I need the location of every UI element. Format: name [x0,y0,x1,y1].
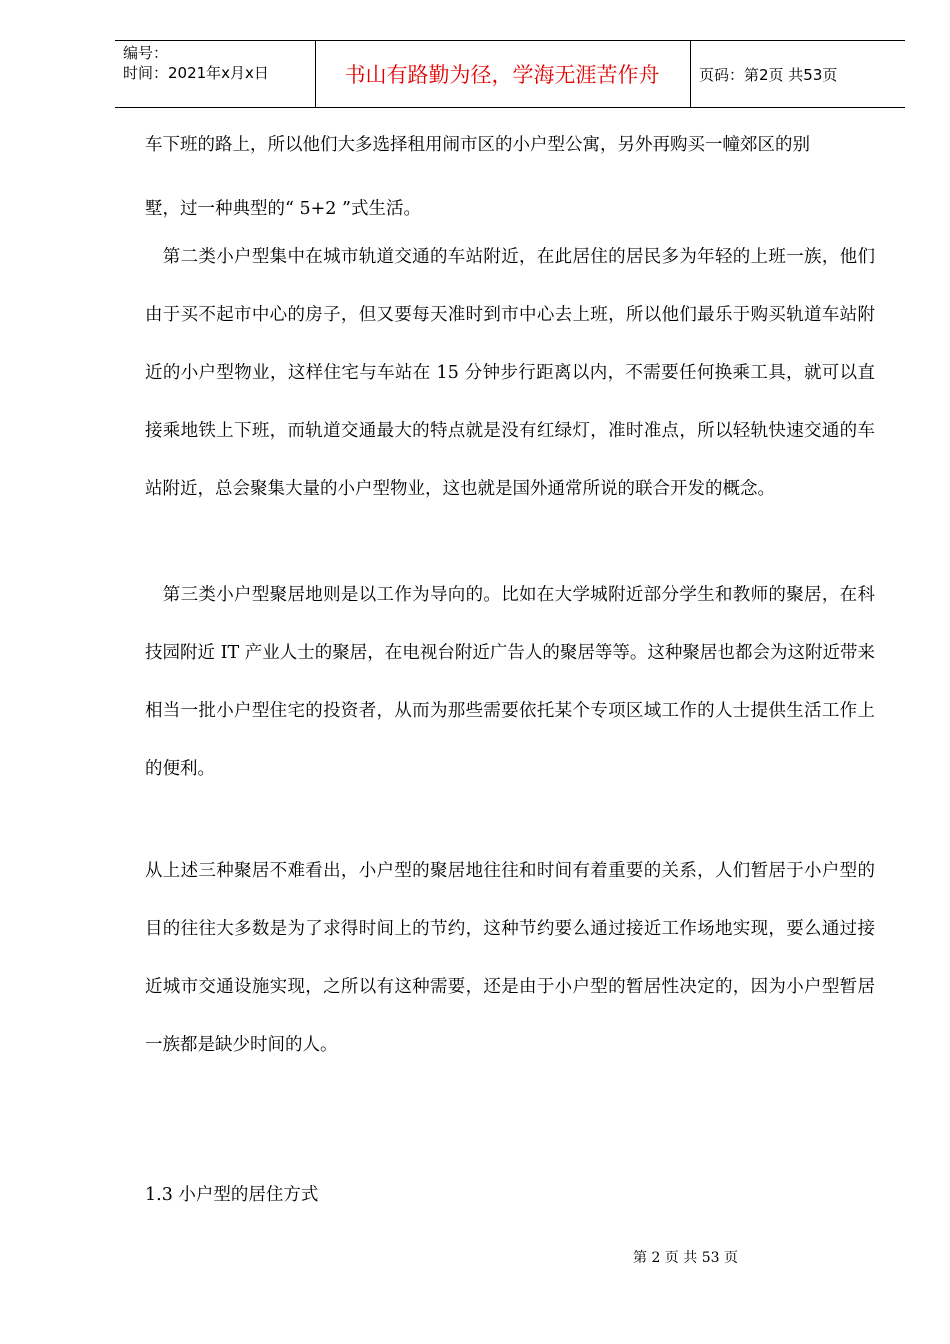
paragraph-3: 第三类小户型聚居地则是以工作为导向的。比如在大学城附近部分学生和教师的聚居，在科技园附近 IT 产业人士的聚居，在电视台附近广告人的聚居等等。这种聚居也都会为这附近带来相当一批小户型住宅的投资者，从而为那些需要依托某个专项区域工作的人士提供生活工作上的便利。 [145,585,875,779]
document-number-label: 编号： [123,44,169,62]
paragraph-1-line-1: 车下班的路上，所以他们大多选择租用闹市区的小户型公寓，另外再购买一幢郊区的别 [145,135,810,155]
paragraph-2: 第二类小户型集中在城市轨道交通的车站附近，在此居住的居民多为年轻的上班一族，他们由于买不起市中心的房子，但又要每天准时到市中心去上班，所以他们最乐于购买轨道车站附近的小户型物业，这样住宅与车站在 15 分钟步行距离以内，不需要任何换乘工具，就可以直接乘地铁上下班，而轨道交通最大的特点就是没有红绿灯，准时准点，所以轻轨快速交通的车站附近，总会聚集大量的小户型物业，这也就是国外通常所说的联合开发的概念。 [145,247,875,499]
page-header [115,40,905,108]
header-motto: 书山有路勤为径，学海无涯苦作舟 [344,63,660,87]
page-footer: 第 2 页 共 53 页 [633,1250,738,1266]
section-heading: 1.3 小户型的居住方式 [145,1185,319,1205]
document-date-label: 时间：2021年x月x日 [123,64,269,82]
paragraph-1-line-2: 墅，过一种典型的“ 5+2 ”式生活。 [145,199,421,219]
paragraph-4: 从上述三种聚居不难看出，小户型的聚居地往往和时间有着重要的关系，人们暂居于小户型的目的往往大多数是为了求得时间上的节约，这种节约要么通过接近工作场地实现，要么通过接近城市交通设施实现，之所以有这种需要，还是由于小户型的暂居性决定的，因为小户型暂居一族都是缺少时间的人。 [145,861,875,1055]
header-meta [123,43,313,83]
header-page-info: 页码：第2页 共53页 [699,65,838,84]
